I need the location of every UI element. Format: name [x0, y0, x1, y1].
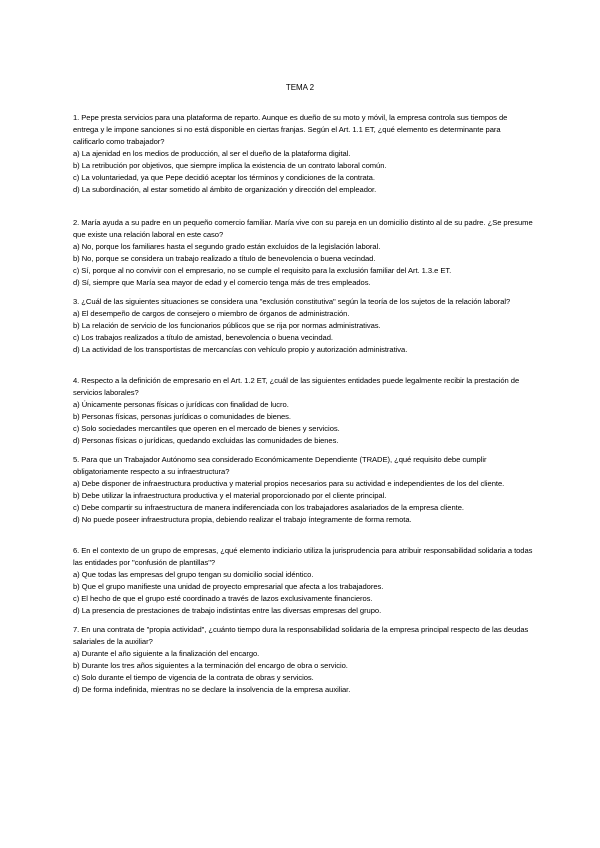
option-d: d) La actividad de los transportistas de mercancías con vehículo propio y autorización administrativa. — [73, 345, 408, 354]
option-c: c) Los trabajos realizados a título de amistad, benevolencia o buena vecindad. — [73, 333, 333, 342]
option-d: d) Personas físicas o jurídicas, quedando excluidas las comunidades de bienes. — [73, 436, 339, 445]
option-b: b) Personas físicas, personas jurídicas o comunidades de bienes. — [73, 412, 291, 421]
option-b: b) Que el grupo manifieste una unidad de proyecto empresarial que afecta a los trabajadores. — [73, 582, 384, 591]
option-a: a) Que todas las empresas del grupo tengan su domicilio social idéntico. — [73, 570, 314, 579]
option-b: b) La relación de servicio de los funcionarios públicos que se rija por normas administrativas. — [73, 321, 381, 330]
question-3 — [73, 296, 533, 356]
question-text: 6. En el contexto de un grupo de empresas, ¿qué elemento indiciario utiliza la jurisprudencia para atribuir responsabilidad solidaria a todas las entidades por "confusión de plantillas"? — [73, 546, 533, 567]
option-a: a) El desempeño de cargos de consejero o miembro de órganos de administración. — [73, 309, 350, 318]
question-text: 5. Para que un Trabajador Autónomo sea considerado Económicamente Dependiente (TRADE), ¿qué requisito debe cumplir obligatoriamente respecto a su infraestructura? — [73, 455, 487, 476]
question-6 — [73, 545, 533, 617]
option-c: c) La voluntariedad, ya que Pepe decidió aceptar los términos y condiciones de la contrata. — [73, 173, 375, 182]
question-text: 3. ¿Cuál de las siguientes situaciones se considera una "exclusión constitutiva" según la teoría de los sujetos de la relación laboral? — [73, 297, 511, 306]
question-text: 7. En una contrata de "propia actividad", ¿cuánto tiempo dura la responsabilidad solidaria de la empresa principal respecto de las deudas salariales de la auxiliar? — [73, 625, 529, 646]
option-c: c) Debe compartir su infraestructura de manera indiferenciada con los trabajadores asalariados de la empresa cliente. — [73, 503, 464, 512]
option-d: d) La subordinación, al estar sometido al ámbito de organización y dirección del empleador. — [73, 185, 377, 194]
option-d: d) De forma indefinida, mientras no se declare la insolvencia de la empresa auxiliar. — [73, 685, 351, 694]
option-b: b) Debe utilizar la infraestructura productiva y el material proporcionado por el cliente principal. — [73, 491, 387, 500]
option-b: b) No, porque se considera un trabajo realizado a título de benevolencia o buena vecindad. — [73, 254, 376, 263]
question-5 — [73, 454, 533, 526]
question-2 — [73, 217, 533, 289]
option-b: b) Durante los tres años siguientes a la terminación del encargo de obra o servicio. — [73, 661, 348, 670]
question-1 — [73, 112, 533, 196]
option-c: c) Solo sociedades mercantiles que operen en el mercado de bienes y servicios. — [73, 424, 340, 433]
question-7 — [73, 624, 533, 696]
option-c: c) Solo durante el tiempo de vigencia de la contrata de obras y servicios. — [73, 673, 314, 682]
option-c: c) El hecho de que el grupo esté coordinado a través de lazos exclusivamente financieros. — [73, 594, 373, 603]
question-text: 1. Pepe presta servicios para una plataforma de reparto. Aunque es dueño de su moto y móvil, la empresa controla sus tiempos de entrega y le impone sanciones si no está disponible en ciertas franjas. Según el Art. 1.1 ET, ¿qué elemento es determinante para calificarlo como trabajador? — [73, 113, 508, 146]
option-c: c) Sí, porque al no convivir con el empresario, no se cumple el requisito para la exclusión familiar del Art. 1.3.e ET. — [73, 266, 452, 275]
question-text: 2. María ayuda a su padre en un pequeño comercio familiar. María vive con su pareja en un domicilio distinto al de su padre. ¿Se presume que existe una relación laboral en este caso? — [73, 218, 533, 239]
document-title: TEMA 2 — [285, 83, 315, 92]
option-a: a) No, porque los familiares hasta el segundo grado están excluidos de la legislación laboral. — [73, 242, 381, 251]
option-a: a) La ajenidad en los medios de producción, al ser el dueño de la plataforma digital. — [73, 149, 351, 158]
option-a: a) Únicamente personas físicas o jurídicas con finalidad de lucro. — [73, 400, 289, 409]
option-d: d) La presencia de prestaciones de trabajo indistintas entre las diversas empresas del grupo. — [73, 606, 382, 615]
question-4 — [73, 375, 533, 447]
option-a: a) Debe disponer de infraestructura productiva y material propios necesarios para su actividad e independientes de los del cliente. — [73, 479, 505, 488]
option-d: d) Sí, siempre que María sea mayor de edad y el comercio tenga más de tres empleados. — [73, 278, 371, 287]
option-a: a) Durante el año siguiente a la finalización del encargo. — [73, 649, 260, 658]
option-b: b) La retribución por objetivos, que siempre implica la existencia de un contrato laboral común. — [73, 161, 387, 170]
question-text: 4. Respecto a la definición de empresario en el Art. 1.2 ET, ¿cuál de las siguientes entidades puede legalmente recibir la prestación de servicios laborales? — [73, 376, 520, 397]
option-d: d) No puede poseer infraestructura propia, debiendo realizar el trabajo íntegramente de forma remota. — [73, 515, 412, 524]
